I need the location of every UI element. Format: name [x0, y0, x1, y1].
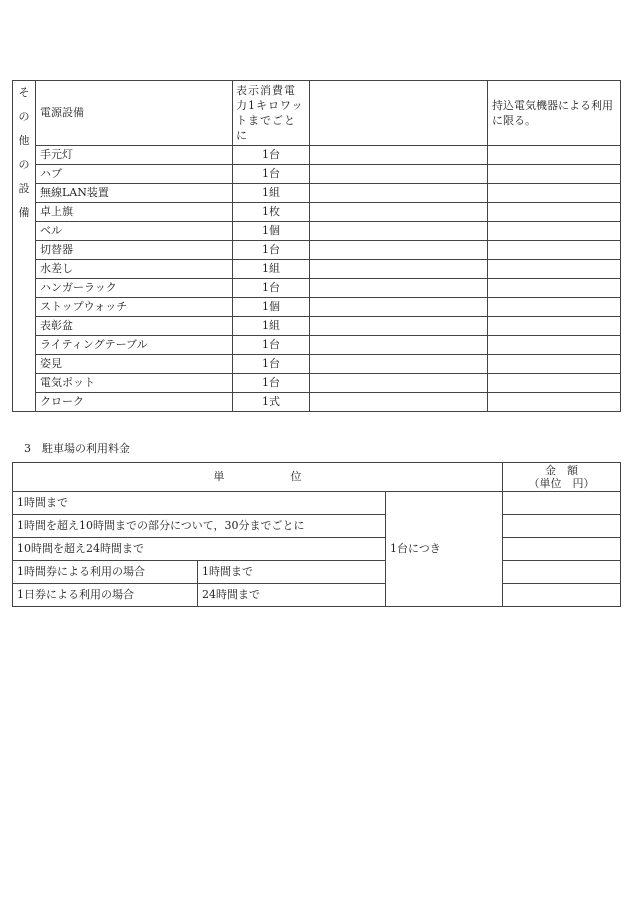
- parking-condition: 1時間まで: [13, 492, 386, 515]
- equipment-name: ベル: [36, 222, 233, 241]
- equipment-note: 持込電気機器による利用に限る。: [488, 81, 621, 146]
- equipment-unit: 1組: [233, 317, 310, 336]
- equipment-unit: 1台: [233, 146, 310, 165]
- equipment-amount: [310, 298, 488, 317]
- parking-condition: 10時間を超え24時間まで: [13, 538, 386, 561]
- equipment-unit: 1個: [233, 298, 310, 317]
- category-char: の: [18, 110, 30, 123]
- table-row: [13, 203, 621, 222]
- equipment-note: [488, 260, 621, 279]
- equipment-name: 切替器: [36, 241, 233, 260]
- table-row: [13, 584, 621, 607]
- equipment-note: [488, 279, 621, 298]
- equipment-amount: [310, 203, 488, 222]
- equipment-name: クローク: [36, 393, 233, 412]
- equipment-note: [488, 355, 621, 374]
- table-row: [13, 165, 621, 184]
- category-cell: [13, 81, 36, 412]
- parking-amount: [503, 492, 621, 515]
- equipment-name: 電気ポット: [36, 374, 233, 393]
- parking-amount: [503, 538, 621, 561]
- equipment-unit: 1台: [233, 165, 310, 184]
- equipment-amount: [310, 222, 488, 241]
- table-row: [13, 279, 621, 298]
- table-row: [13, 355, 621, 374]
- equipment-note: [488, 336, 621, 355]
- equipment-note: [488, 203, 621, 222]
- equipment-unit: 1個: [233, 222, 310, 241]
- table-row: [13, 492, 621, 515]
- parking-amount: [503, 515, 621, 538]
- table-row: [13, 184, 621, 203]
- ticket-duration: 24時間まで: [198, 584, 386, 607]
- equipment-unit: 1台: [233, 336, 310, 355]
- table-row: [13, 515, 621, 538]
- per-vehicle-cell: 1台につき: [386, 492, 503, 607]
- equipment-amount: [310, 165, 488, 184]
- equipment-name: ハンガーラック: [36, 279, 233, 298]
- equipment-note: [488, 393, 621, 412]
- table-row: [13, 336, 621, 355]
- equipment-unit: 1台: [233, 355, 310, 374]
- amount-header-line2: （単位 円）: [528, 477, 595, 490]
- table-row: [13, 538, 621, 561]
- category-char: 他: [18, 134, 30, 147]
- category-char: 備: [18, 206, 30, 219]
- table-row: [13, 463, 621, 492]
- amount-header: [503, 463, 621, 492]
- equipment-note: [488, 374, 621, 393]
- category-char: の: [18, 158, 30, 171]
- equipment-unit: 1台: [233, 374, 310, 393]
- table-row: [13, 298, 621, 317]
- equipment-unit: 1組: [233, 184, 310, 203]
- ticket-duration: 1時間まで: [198, 561, 386, 584]
- ticket-type: 1時間券による利用の場合: [13, 561, 198, 584]
- equipment-amount: [310, 374, 488, 393]
- table-row: [13, 222, 621, 241]
- equipment-note: [488, 222, 621, 241]
- ticket-type: 1日券による利用の場合: [13, 584, 198, 607]
- equipment-unit: 1式: [233, 393, 310, 412]
- equipment-amount: [310, 393, 488, 412]
- equipment-amount: [310, 355, 488, 374]
- equipment-name: ストップウォッチ: [36, 298, 233, 317]
- equipment-amount: [310, 184, 488, 203]
- equipment-fee-table: [12, 80, 621, 412]
- equipment-amount: [310, 317, 488, 336]
- table-row: [13, 561, 621, 584]
- parking-amount: [503, 561, 621, 584]
- equipment-unit: 1組: [233, 260, 310, 279]
- equipment-name: 姿見: [36, 355, 233, 374]
- table-row: [13, 317, 621, 336]
- equipment-amount: [310, 260, 488, 279]
- equipment-name: 卓上旗: [36, 203, 233, 222]
- equipment-note: [488, 298, 621, 317]
- parking-fee-table: [12, 462, 621, 607]
- equipment-note: [488, 165, 621, 184]
- equipment-amount: [310, 279, 488, 298]
- equipment-note: [488, 146, 621, 165]
- table-row: [13, 146, 621, 165]
- equipment-amount: [310, 146, 488, 165]
- table-row: [13, 260, 621, 279]
- table-row: [13, 374, 621, 393]
- equipment-name: 表彰盆: [36, 317, 233, 336]
- equipment-name: 無線LAN装置: [36, 184, 233, 203]
- equipment-amount: [310, 81, 488, 146]
- equipment-name: ライティングテーブル: [36, 336, 233, 355]
- parking-amount: [503, 584, 621, 607]
- equipment-unit: 1台: [233, 279, 310, 298]
- category-char: 設: [18, 182, 30, 195]
- unit-header: 単 位: [13, 463, 503, 492]
- equipment-name: ハブ: [36, 165, 233, 184]
- equipment-unit: 1台: [233, 241, 310, 260]
- equipment-unit: 表示消費電力1キロワットまでごとに: [233, 81, 310, 146]
- equipment-note: [488, 241, 621, 260]
- equipment-name: 手元灯: [36, 146, 233, 165]
- table-row: [13, 241, 621, 260]
- amount-header-line1: 金 額: [545, 464, 579, 477]
- equipment-name: 水差し: [36, 260, 233, 279]
- equipment-amount: [310, 241, 488, 260]
- equipment-unit: 1枚: [233, 203, 310, 222]
- equipment-note: [488, 317, 621, 336]
- parking-condition: 1時間を超え10時間までの部分について，30分までごとに: [13, 515, 386, 538]
- table-row: [13, 393, 621, 412]
- equipment-amount: [310, 336, 488, 355]
- table-row: [13, 81, 621, 146]
- equipment-note: [488, 184, 621, 203]
- category-char: そ: [18, 86, 30, 99]
- section-title: 3 駐車場の利用料金: [24, 442, 130, 455]
- equipment-name: 電源設備: [36, 81, 233, 146]
